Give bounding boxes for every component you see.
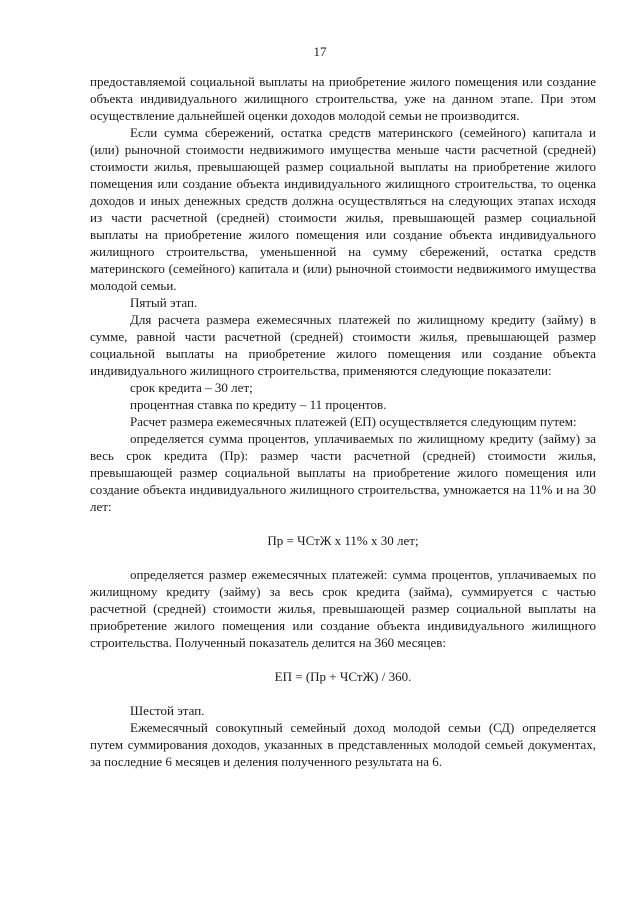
formula-monthly-payment: ЕП = (Пр + ЧСтЖ) / 360. xyxy=(274,669,412,684)
paragraph-family-income: Ежемесячный совокупный семейный доход молодой семьи (СД) определяется путем суммирования доходов, указанных в представленных молодой семьей документах, за последние 6 месяцев и деления полученного результата на 6. xyxy=(90,720,596,769)
paragraph-savings-condition: Если сумма сбережений, остатка средств материнского (семейного) капитала и (или) рыночной стоимости недвижимого имущества меньше части расчетной (средней) стоимости жилья, превышающей размер социальной выплаты на приобретение жилого помещения или создание объекта индивидуального жилищного строительства, то оценка доходов и иных денежных средств должна осуществляться на следующих этапах исходя из части расчетной (средней) стоимости жилья, превышающей размер социальной выплаты на приобретение жилого помещения или создание объекта индивидуального жилищного строительства, уменьшенной на сумму сбережений, остатка средств материнского (семейного) капитала и (или) рыночной стоимости недвижимого имущества молодой семьи. xyxy=(90,125,596,293)
page-number: 17 xyxy=(313,44,327,59)
paragraph-calculation-intro: Расчет размера ежемесячных платежей (ЕП) осуществляется следующим путем: xyxy=(130,414,577,429)
paragraph-interest-rate: процентная ставка по кредиту – 11 процентов. xyxy=(130,397,387,412)
document-body xyxy=(90,73,596,770)
paragraph-continuation: предоставляемой социальной выплаты на приобретение жилого помещения или создание объекта индивидуального жилищного строительства, уже на данном этапе. При этом осуществление дальнейшей оценки доходов молодой семьи не производится. xyxy=(90,74,596,123)
paragraph-stage-five-heading: Пятый этап. xyxy=(130,295,198,310)
formula-interest: Пр = ЧСтЖ х 11% х 30 лет; xyxy=(267,533,419,548)
paragraph-credit-term: срок кредита – 30 лет; xyxy=(130,380,253,395)
paragraph-interest-sum: определяется сумма процентов, уплачиваемых по жилищному кредиту (займу) за весь срок кредита (Пр): размер части расчетной (средней) стоимости жилья, превышающей размер социальной выплаты на приобретение жилого помещения или создание объекта индивидуального жилищного строительства, умножается на 11% и на 30 лет: xyxy=(90,431,596,514)
paragraph-stage-six-heading: Шестой этап. xyxy=(130,703,205,718)
paragraph-monthly-payment: определяется размер ежемесячных платежей: сумма процентов, уплачиваемых по жилищному кредиту (займу) за весь срок кредита (займа), суммируется с частью расчетной (средней) стоимости жилья, превышающей размер социальной выплаты на приобретение жилого помещения или создание объекта индивидуального жилищного строительства. Полученный показатель делится на 360 месяцев: xyxy=(90,567,596,650)
paragraph-stage-five-intro: Для расчета размера ежемесячных платежей по жилищному кредиту (займу) в сумме, равной части расчетной (средней) стоимости жилья, превышающей размер социальной выплаты на приобретение жилого помещения или создание объекта индивидуального жилищного строительства, применяются следующие показатели: xyxy=(90,312,596,378)
